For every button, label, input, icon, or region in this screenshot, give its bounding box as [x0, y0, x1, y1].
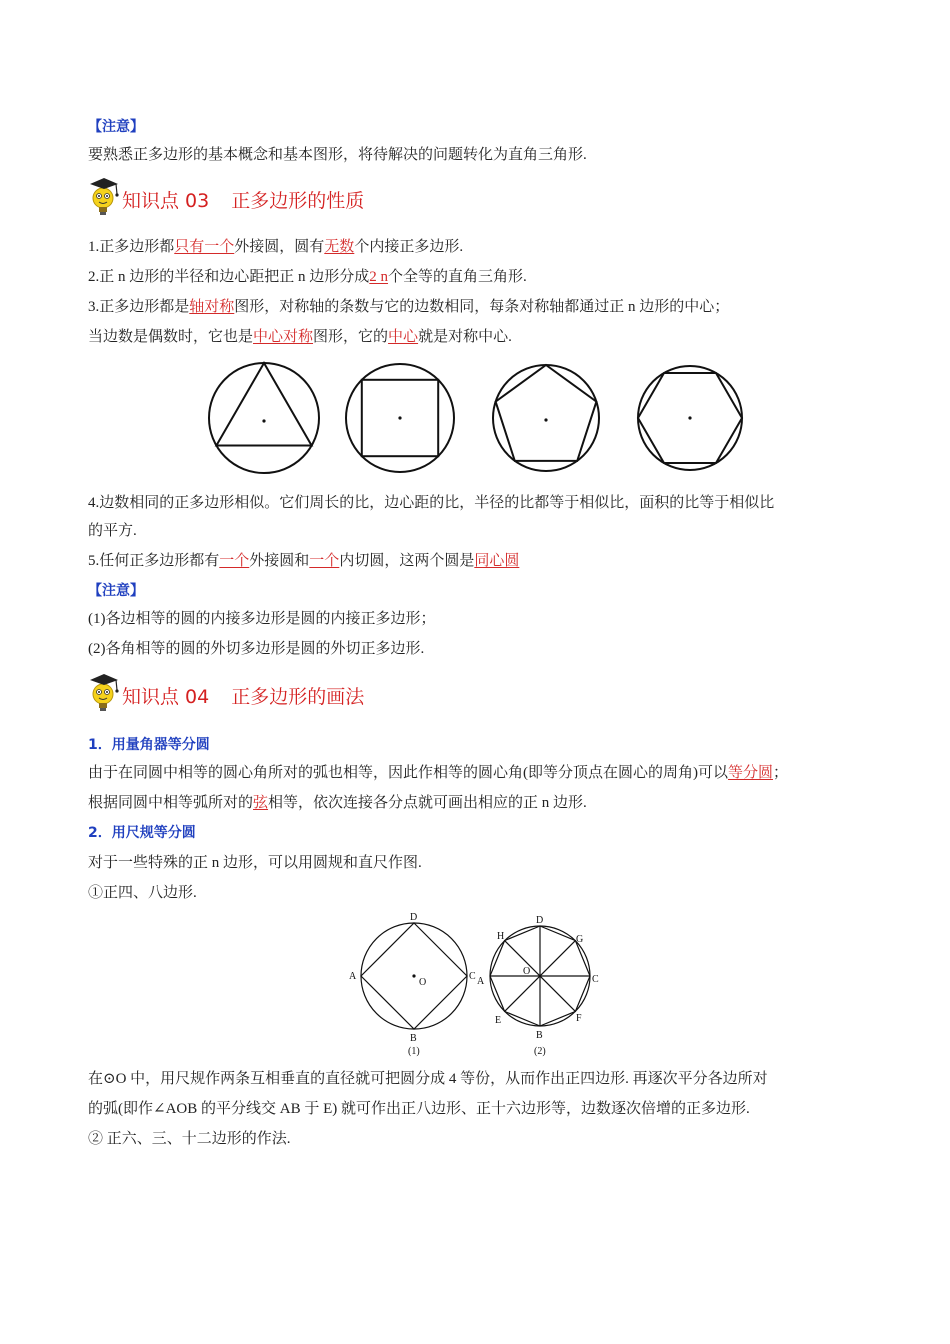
method-2-explanation-cont: 的弧(即作∠AOB 的平分线交 AB 于 E) 就可作出正八边形、正十六边形等，边数逐次倍增的正多边形.: [88, 1101, 750, 1117]
figure-caption-2: (2): [534, 1046, 546, 1057]
label-O: O: [419, 977, 427, 988]
label-O: O: [523, 966, 531, 977]
method-1-text: 由于在同圆中相等的圆心角所对的弧也相等，因此作相等的圆心角(即等分顶点在圆心的周角)可以等分圆；: [88, 765, 789, 781]
scholar-bulb-icon: [88, 670, 122, 714]
blank-answer: 一个: [219, 553, 250, 569]
figure-caption-1: (1): [408, 1046, 420, 1057]
blank-answer: 弦: [253, 795, 269, 811]
method-2-explanation: 在⊙O 中，用尺规作两条互相垂直的直径就可把圆分成 4 等份，从而作出正四边形. 再逐次平分各边所对: [88, 1071, 768, 1087]
blank-answer: 轴对称: [189, 299, 235, 315]
label-B: B: [410, 1033, 417, 1044]
note-header: 【注意】: [88, 583, 144, 599]
section-title: [122, 682, 364, 709]
label-C: C: [592, 974, 599, 985]
property-2: 2.正 n 边形的半径和边心距把正 n 边形分成2 n个全等的直角三角形.: [88, 269, 527, 285]
section-title: [122, 186, 364, 213]
subsection-heading-2: 2．用尺规等分圆: [88, 825, 196, 841]
label-H: H: [497, 931, 505, 942]
section-title-text: 正多边形的性质: [231, 190, 365, 212]
label-G: G: [576, 934, 584, 945]
inscribed-polygons-figure: [200, 360, 760, 484]
blank-answer: 一个: [309, 553, 340, 569]
label-C: C: [469, 971, 476, 982]
property-4-cont: 的平方.: [88, 523, 137, 539]
method-2-item: ①正四、八边形.: [88, 885, 197, 901]
blank-answer: 中心: [388, 329, 419, 345]
note-item-1: (1)各边相等的圆的内接多边形是圆的内接正多边形；: [88, 611, 436, 627]
label-A: A: [349, 971, 357, 982]
label-D: D: [410, 912, 418, 923]
property-5: 5.任何正多边形都有一个外接圆和一个内切圆，这两个圆是同心圆: [88, 553, 520, 569]
section-title-text: 正多边形的画法: [231, 686, 365, 708]
label-D: D: [536, 915, 544, 926]
scholar-bulb-icon: [88, 174, 122, 218]
label-B: B: [536, 1030, 543, 1041]
subsection-heading-1: 1．用量角器等分圆: [88, 737, 210, 753]
circle-pentagon: [493, 365, 599, 471]
section-number: 知识点 04: [122, 686, 210, 708]
note-header: 【注意】: [88, 119, 144, 135]
method-1-text-cont: 根据同圆中相等弧所对的弦相等，依次连接各分点就可画出相应的正 n 边形.: [88, 795, 587, 811]
label-A: A: [477, 976, 485, 987]
method-2-next-item: ② 正六、三、十二边形的作法.: [88, 1131, 291, 1147]
blank-answer: 同心圆: [474, 553, 520, 569]
section-number: 知识点 03: [122, 190, 210, 212]
label-E: E: [495, 1015, 502, 1026]
blank-answer: 中心对称: [253, 329, 314, 345]
compass-construction-figure: [340, 908, 610, 1060]
note-text: 要熟悉正多边形的基本概念和基本图形，将待解决的问题转化为直角三角形.: [88, 147, 587, 163]
blank-answer: 2 n: [369, 269, 389, 285]
property-3-cont: 当边数是偶数时，它也是中心对称图形，它的中心就是对称中心.: [88, 329, 512, 345]
label-F: F: [576, 1013, 582, 1024]
property-1: 1.正多边形都只有一个外接圆，圆有无数个内接正多边形.: [88, 239, 464, 255]
circle-triangle: [209, 363, 319, 473]
method-2-text: 对于一些特殊的正 n 边形，可以用圆规和直尺作图.: [88, 855, 422, 871]
blank-answer: 等分圆: [728, 765, 774, 781]
property-3: 3.正多边形都是轴对称图形，对称轴的条数与它的边数相同，每条对称轴都通过正 n 边形的中心；: [88, 299, 730, 315]
blank-answer: 无数: [324, 239, 355, 255]
property-4: 4.边数相同的正多边形相似。它们周长的比，边心距的比，半径的比都等于相似比，面积的比等于相似比: [88, 495, 775, 511]
note-item-2: (2)各角相等的圆的外切多边形是圆的外切正多边形.: [88, 641, 425, 657]
blank-answer: 只有一个: [174, 239, 235, 255]
